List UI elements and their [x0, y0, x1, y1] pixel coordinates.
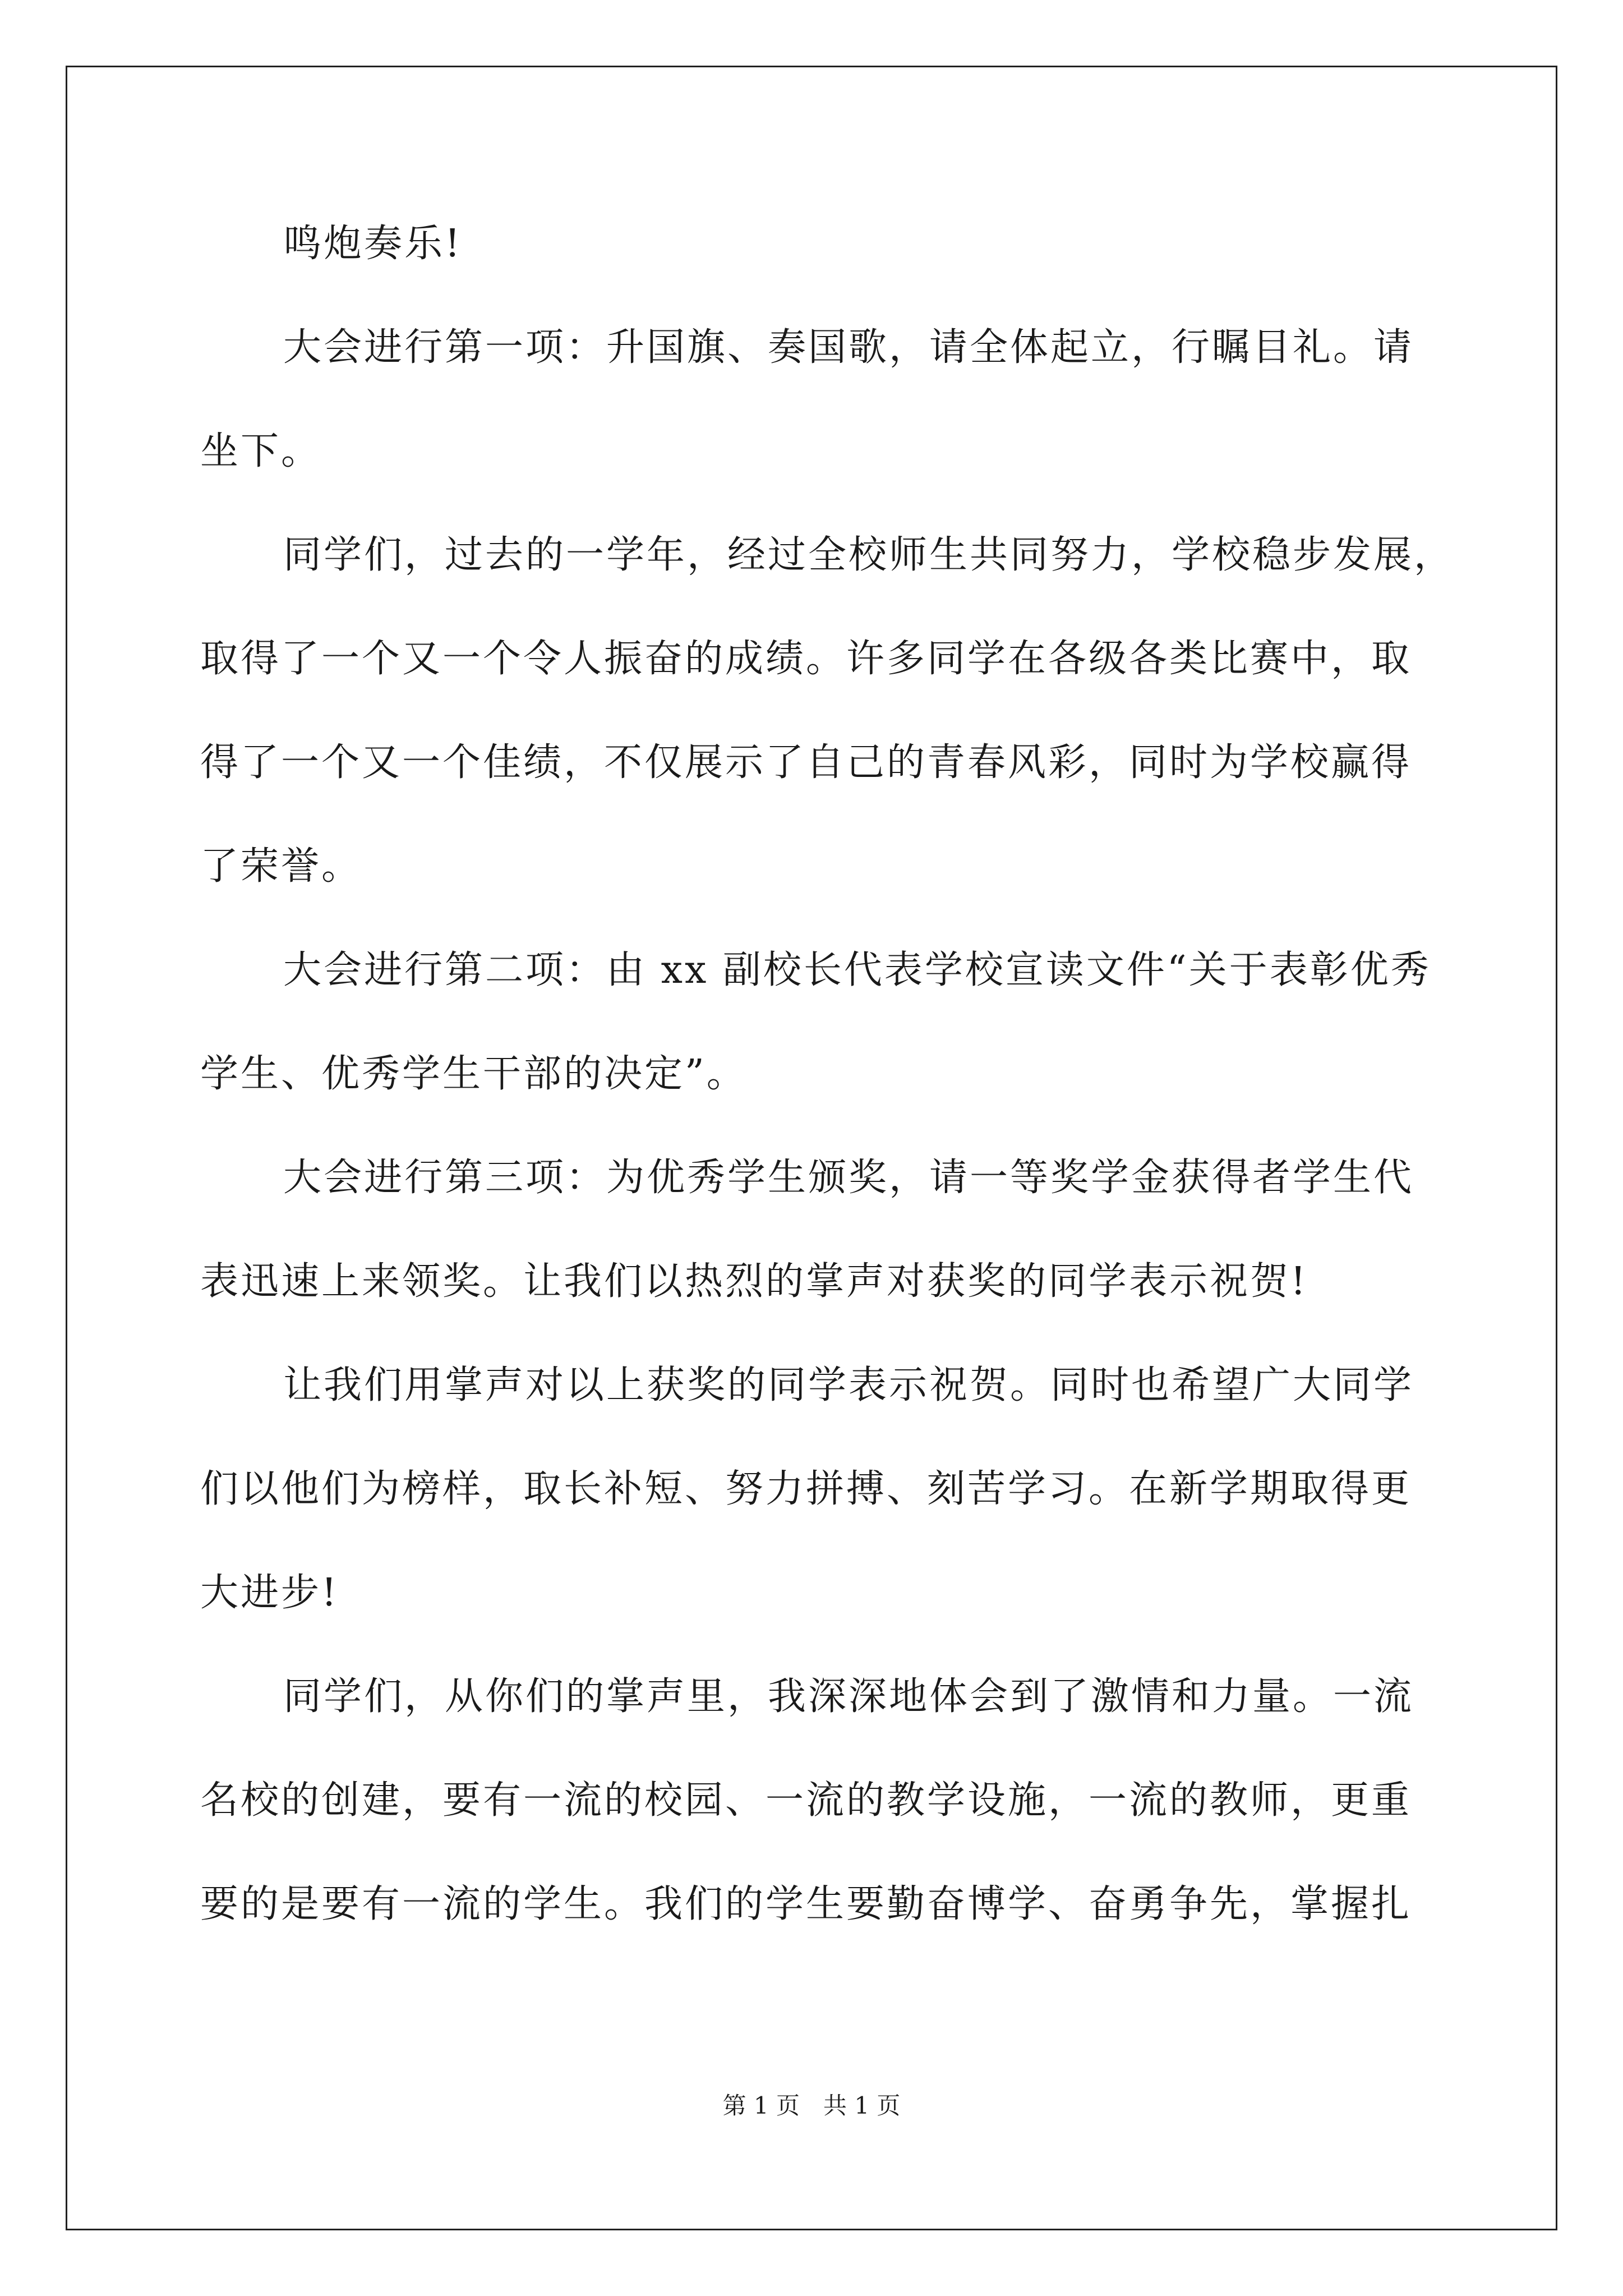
paragraph-5-line-2: 表迅速上来领奖。让我们以热烈的掌声对获奖的同学表示祝贺!: [200, 1259, 1308, 1304]
paragraph-7-line-2: 名校的创建，要有一流的校园、一流的教学设施，一流的教师，更重: [200, 1778, 1412, 1823]
paragraph-5-line-1: 大会进行第三项：为优秀学生颁奖，请一等奖学金获得者学生代: [283, 1156, 1414, 1200]
paragraph-2-line-1: 大会进行第一项：升国旗、奏国歌，请全体起立，行瞩目礼。请: [283, 325, 1414, 370]
paragraph-3-line-1: 同学们，过去的一学年，经过全校师生共同努力，学校稳步发展，: [283, 533, 1455, 577]
paragraph-3-line-4: 了荣誉。: [200, 844, 362, 889]
paragraph-3-line-2: 取得了一个又一个令人振奋的成绩。许多同学在各级各类比赛中，取: [200, 637, 1412, 681]
paragraph-1-line-1: 鸣炮奏乐!: [283, 222, 463, 266]
paragraph-6-line-2: 们以他们为榜样，取长补短、努力拼搏、刻苦学习。在新学期取得更: [200, 1467, 1412, 1511]
paragraph-2-line-2: 坐下。: [200, 429, 322, 473]
paragraph-4-line-1: 大会进行第二项：由 xx 副校长代表学校宣读文件“关于表彰优秀: [283, 948, 1431, 992]
paragraph-7-line-1: 同学们，从你们的掌声里，我深深地体会到了激情和力量。一流: [283, 1674, 1414, 1719]
page-number-footer: 第 1 页 共 1 页: [722, 2092, 901, 2119]
paragraph-6-line-3: 大进步!: [200, 1571, 339, 1615]
paragraph-7-line-3: 要的是要有一流的学生。我们的学生要勤奋博学、奋勇争先，掌握扎: [200, 1882, 1412, 1926]
paragraph-3-line-3: 得了一个又一个佳绩，不仅展示了自己的青春风彩，同时为学校赢得: [200, 740, 1412, 785]
paragraph-4-line-2: 学生、优秀学生干部的决定”。: [200, 1052, 747, 1096]
paragraph-6-line-1: 让我们用掌声对以上获奖的同学表示祝贺。同时也希望广大同学: [283, 1363, 1414, 1407]
